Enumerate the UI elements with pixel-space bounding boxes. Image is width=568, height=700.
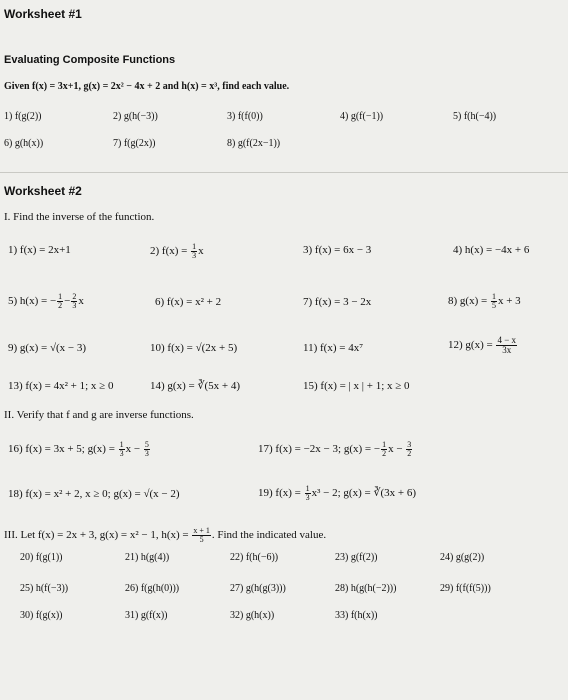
problem-20: 20) f(g(1)): [20, 552, 63, 563]
problem-31: 31) g(f(x)): [125, 610, 168, 621]
problem-30: 30) f(g(x)): [20, 610, 63, 621]
problem-23: 23) g(f(2)): [335, 552, 378, 563]
problem-32: 32) g(h(x)): [230, 610, 275, 621]
problem-27: 27) g(h(g(3))): [230, 583, 286, 594]
problem-14: 14) g(x) = ∛(5x + 4): [150, 380, 240, 392]
problem-19: 19) f(x) = $\frac{1}{3}$ x³ − 2; g(x) = ∛(3x + 6): [258, 484, 416, 502]
ws1-problem-3: 3) f(f(0)): [227, 111, 263, 122]
problem-15: 15) f(x) = | x | + 1; x ≥ 0: [303, 380, 410, 392]
part2-instruction: II. Verify that f and g are inverse functions.: [4, 409, 194, 421]
problem-10: 10) f(x) = √(2x + 5): [150, 342, 238, 354]
problem-29: 29) f(f(f(5))): [440, 583, 491, 594]
problem-8: 8) g(x) = $\frac{1}{5}$ x + 3: [448, 292, 521, 310]
problem-25: 25) h(f(−3)): [20, 583, 69, 594]
problem-22: 22) f(h(−6)): [230, 552, 279, 563]
problem-13: 13) f(x) = 4x² + 1; x ≥ 0: [8, 380, 114, 392]
problem-26: 26) f(g(h(0))): [125, 583, 180, 594]
problem-28: 28) h(g(h(−2))): [335, 583, 397, 594]
worksheet1-subtitle: Evaluating Composite Functions: [4, 54, 176, 66]
problem-7: 7) f(x) = 3 − 2x: [303, 296, 372, 308]
problem-21: 21) h(g(4)): [125, 552, 170, 563]
problem-4: 4) h(x) = −4x + 6: [453, 244, 530, 256]
problem-33: 33) f(h(x)): [335, 610, 378, 621]
ws1-problem-8: 8) g(f(2x−1)): [227, 138, 281, 149]
problem-5: 5) h(x) = − $\frac{1}{2}$ − $\frac{2}{3}$ x: [8, 292, 84, 310]
worksheet2-title: Worksheet #2: [4, 184, 82, 198]
problem-24: 24) g(g(2)): [440, 552, 485, 563]
ws1-problem-5: 5) f(h(−4)): [453, 111, 497, 122]
worksheet1-title: Worksheet #1: [4, 7, 82, 21]
ws1-problem-1: 1) f(g(2)): [4, 111, 42, 122]
problem-16: 16) f(x) = 3x + 5; g(x) = $\frac{1}{3}$ x − $\frac{5}{3}$: [8, 440, 149, 458]
problem-11: 11) f(x) = 4x⁷: [303, 342, 364, 354]
problem-1: 1) f(x) = 2x+1: [8, 244, 71, 256]
problem-3: 3) f(x) = 6x − 3: [303, 244, 372, 256]
problem-2: 2) f(x) = $\frac{1}{3}$ x: [150, 242, 204, 260]
ws1-problem-2: 2) g(h(−3)): [113, 111, 158, 122]
worksheet1-given: Given f(x) = 3x+1, g(x) = 2x² − 4x + 2 and h(x) = x³, find each value.: [4, 81, 290, 92]
problem-12: 12) g(x) = $\frac{4 - x}{3x}$: [448, 335, 517, 355]
ws1-problem-4: 4) g(f(−1)): [340, 111, 384, 122]
part1-instruction: I. Find the inverse of the function.: [4, 211, 155, 223]
section-divider: [0, 172, 568, 173]
problem-17: 17) f(x) = −2x − 3; g(x) = − $\frac{1}{2}$ x − $\frac{3}{2}$: [258, 440, 412, 458]
ws1-problem-7: 7) f(g(2x)): [113, 138, 156, 149]
ws1-problem-6: 6) g(h(x)): [4, 138, 44, 149]
problem-18: 18) f(x) = x² + 2, x ≥ 0; g(x) = √(x − 2): [8, 488, 180, 500]
problem-6: 6) f(x) = x² + 2: [155, 296, 222, 308]
part3-instruction: III. Let f(x) = 2x + 3, g(x) = x² − 1, h(x) = $\frac{x + 1}{5}$ . Find the indicated value.: [4, 526, 327, 544]
problem-9: 9) g(x) = √(x − 3): [8, 342, 87, 354]
